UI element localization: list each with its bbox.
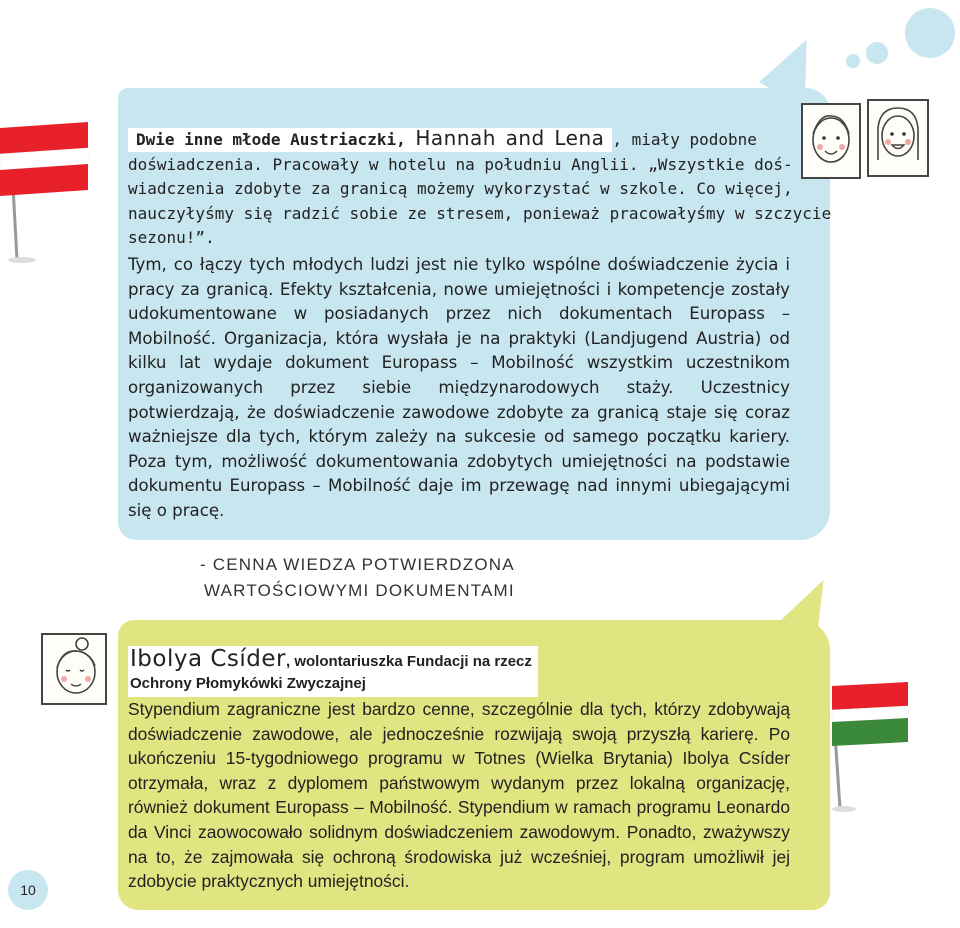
story1-paragraph: Tym, co łączy tych młodych ludzi jest nie tylko wspólne doświadczenie życia i pracy za granicą. Efekty kształcenia, nowe umiejętności i kompetencje zostały udokumentowane w posiadanych przez nich dokumentach Europass – Mobilność. Organizacja, która wysłała je na praktyki (Landjugend Austria) od kilku lat wydaje dokument Europass – Mobilność wszystkim uczestnikom organizowanych przez siebie międzynarodowych staży. Uczestnicy potwierdzają, że doświadczenie zawodowe zdobyte za granicą staje się coraz ważniejsze dla tych, którym zależy na sukcesie od samego początku kariery. Poza tym, możliwość dokumentowania zdobytych umiejętności na podstawie dokumentu Europass – Mobilność daje im przewagę nad innymi ubiegającymi się o pracę.	[128, 254, 790, 520]
lena-face-icon	[866, 98, 930, 178]
decor-dot-large	[905, 8, 955, 58]
story2-role-line-1: , wolontariuszka Fundacji na rzecz	[286, 653, 532, 670]
story1-quote-line-1: doświadczenia. Pracowały w hotelu na południu Anglii. „Wszystkie doś-	[128, 154, 793, 174]
story2-role-line-2: Ochrony Płomykówki Zwyczajnej	[130, 675, 366, 692]
name-lena: Lena	[554, 126, 605, 150]
austria-flag-icon	[0, 118, 100, 268]
ibolya-face-icon	[40, 632, 108, 706]
story2-paragraph: Stypendium zagraniczne jest bardzo cenne, szczególnie dla tych, którzy zdobywają doświadczenie zawodowe, ale jednocześnie rozwijają swoją przyszłą karierę. Po ukończeniu 15-tygodniowego programu w Totnes (Wielka Brytania) Ibolya Csíder otrzymała, wraz z dyplomem państwowym wydanym przez lokalną organizację, również dokument Europass – Mobilność. Stypendium w ramach programu Leonardo da Vinci zaowocowało solidnym doświadczeniem zawodowym. Ponadto, zważywszy na to, że zajmowała się ochroną środowiska już wcześniej, program umożliwił jej zdobycie praktycznych umiejętności.	[128, 699, 790, 892]
story1-intro-line	[128, 126, 790, 153]
story1-quote-line-2: wiadczenia zdobyte za granicą możemy wykorzystać w szkole. Co więcej,	[128, 179, 793, 199]
hannah-face-icon	[800, 102, 862, 180]
story2-block	[128, 646, 790, 894]
story1-intro-prefix: Dwie inne młode Austriaczki,	[136, 130, 416, 149]
story1-heading-highlight	[128, 128, 612, 152]
tagline	[200, 552, 515, 604]
story2-heading	[128, 646, 538, 697]
name-ibolya-csider: Ibolya Csíder	[130, 646, 286, 672]
decor-dot-medium	[866, 42, 888, 64]
decor-dot-small	[846, 54, 860, 68]
tagline-line-1: - CENNA WIEDZA POTWIERDZONA	[200, 555, 515, 574]
hungary-flag-icon	[824, 680, 914, 820]
page-number: 10	[8, 870, 48, 910]
story1-quote-line-3: nauczyłyśmy się radzić sobie ze stresem, ponieważ pracowałyśmy w szczycie	[128, 203, 832, 223]
name-hannah: Hannah	[415, 126, 496, 150]
story1-quote-line-4: sezonu!”.	[128, 228, 215, 248]
name-and: and	[505, 126, 545, 150]
story1-block	[128, 126, 832, 524]
story1-intro-suffix: , miały podobne	[612, 130, 757, 149]
tagline-line-2: WARTOŚCIOWYMI DOKUMENTAMI	[204, 581, 515, 600]
